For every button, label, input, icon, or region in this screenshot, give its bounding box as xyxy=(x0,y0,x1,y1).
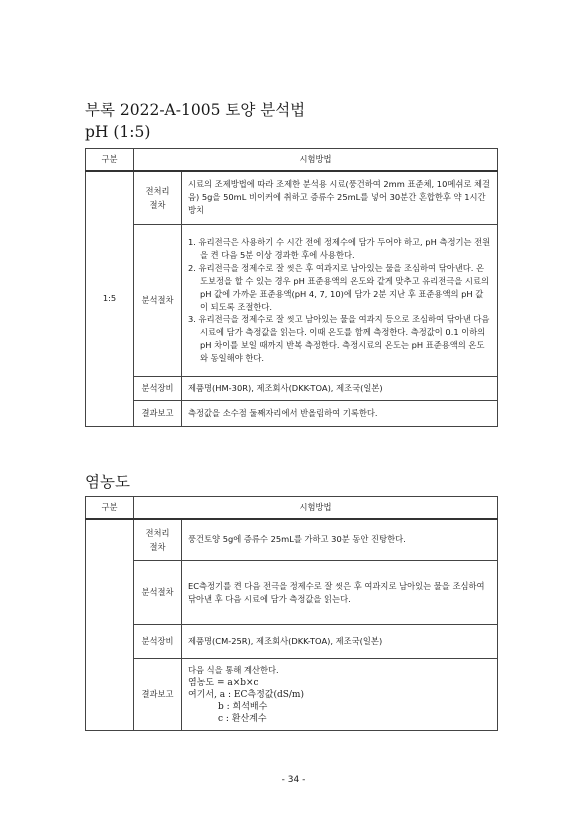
row-text-pretreatment: 풍건토양 5g에 증류수 25mL를 가하고 30분 동안 진탕한다. xyxy=(182,519,498,561)
group-label: 1:5 xyxy=(86,171,134,427)
row-label-report: 결과보고 xyxy=(134,401,182,427)
section-title-salinity: 염농도 xyxy=(85,473,130,491)
formula-line: 염농도 = a×b×c xyxy=(188,677,259,688)
header-category: 구분 xyxy=(86,149,134,171)
formula-line: 여기서, a : EC측정값(dS/m) xyxy=(188,689,304,700)
row-label-pretreatment xyxy=(134,171,182,225)
document-title: 부록 2022-A-1005 토양 분석법 xyxy=(85,101,306,119)
procedure-steps xyxy=(188,236,491,365)
row-label-procedure: 분석절차 xyxy=(134,225,182,377)
formula-line: b : 희석배수 xyxy=(218,701,268,712)
row-text-equipment: 제품명(HM-30R), 제조회사(DKK-TOA), 제조국(일본) xyxy=(182,377,498,401)
header-method: 시험방법 xyxy=(134,149,498,171)
procedure-step: 3. 유리전극을 정제수로 잘 씻고 남아있는 물을 여과지 등으로 조심하여 닦아낸 다음 시료에 담가 측정값을 읽는다. 이때 온도를 함께 측정한다. 측정값이 0.1 이하의 pH 차이를 보일 때까지 반복 측정한다. 측정시료의 온도는 pH 표준용액의 온도와 동일해야 한다. xyxy=(188,314,490,363)
row-label-text: 전처리 절차 xyxy=(145,527,170,552)
salinity-method-table xyxy=(85,496,498,731)
salinity-formula xyxy=(188,677,491,726)
row-text-pretreatment: 시료의 조제방법에 따라 조제한 분석용 시료(풍건하여 2mm 표준체, 10메쉬로 체걸음) 5g을 50mL 비이커에 취하고 증류수 25mL를 넣어 30분간 혼합한후 약 1시간 방치 xyxy=(182,171,498,225)
row-text-procedure xyxy=(182,225,498,377)
row-label-report: 결과보고 xyxy=(134,659,182,731)
procedure-step: 2. 유리전극을 정제수로 잘 씻은 후 여과지로 남아있는 물을 조심하여 닦아낸다. 온도보정을 할 수 있는 경우 pH 표준용액의 온도와 같게 맞추고 유리전극을 시료의 pH 값에 가까운 표준용액(pH 4, 7, 10)에 담가 2분 지난 후 표준용액의 pH 값이 되도록 조절한다. xyxy=(188,262,489,312)
group-label-empty xyxy=(86,519,134,731)
page-number: - 34 - xyxy=(281,775,306,785)
row-text-report xyxy=(182,659,498,731)
section-title-ph: pH (1:5) xyxy=(85,123,151,141)
row-label-equipment: 분석장비 xyxy=(134,625,182,659)
row-text-equipment: 제품명(CM-25R), 제조회사(DKK-TOA), 제조국(일본) xyxy=(182,625,498,659)
row-label-text: 전처리 절차 xyxy=(145,185,170,210)
header-category: 구분 xyxy=(86,497,134,519)
ph-method-table xyxy=(85,148,498,427)
header-method: 시험방법 xyxy=(134,497,498,519)
procedure-step: 1. 유리전극은 사용하기 수 시간 전에 정제수에 담가 두어야 하고, pH 측정기는 전원을 켠 다음 5분 이상 경과한 후에 사용한다. xyxy=(188,237,491,261)
row-text-procedure: EC측정기를 켠 다음 전극을 정제수로 잘 씻은 후 여과지로 남아있는 물을 조심하여 닦아낸 후 다음 시료에 담가 측정값을 읽는다. xyxy=(182,561,498,625)
report-intro: 다음 식을 통해 계산한다. xyxy=(188,664,279,675)
row-text-report: 측정값을 소수점 둘째자리에서 반올림하여 기록한다. xyxy=(182,401,498,427)
row-label-equipment: 분석장비 xyxy=(134,377,182,401)
row-label-pretreatment xyxy=(134,519,182,561)
row-label-procedure: 분석절차 xyxy=(134,561,182,625)
formula-line: c : 환산계수 xyxy=(218,714,267,725)
